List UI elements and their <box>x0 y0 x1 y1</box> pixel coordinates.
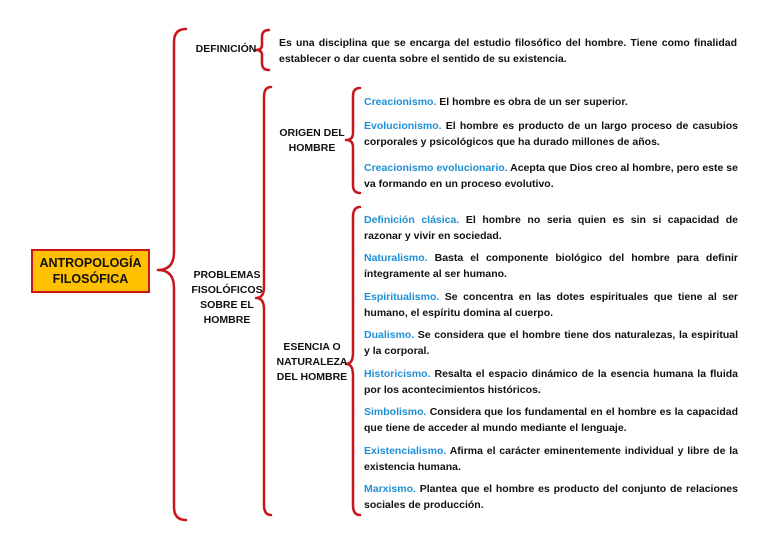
origen-item-text: El hombre es obra de un ser superior. <box>436 96 628 108</box>
origen-label <box>273 126 351 156</box>
esencia-label-line: ESENCIA O <box>283 341 341 353</box>
origen-item-evolucionismo <box>364 118 738 150</box>
esencia-item-term: Simbolismo. <box>364 406 427 418</box>
root-node <box>31 249 150 293</box>
origen-item-term: Evolucionismo. <box>364 120 442 132</box>
root-title-line-2: FILOSÓFICA <box>52 272 129 286</box>
esencia-item-text: Considera que los fundamental en el hombre es la capacidad que tiene de acceder al mundo mediante el lenguaje. <box>364 406 738 434</box>
esencia-item-term: Espiritualismo. <box>364 291 440 303</box>
main-bracket <box>158 29 186 520</box>
esencia-item-existencialismo <box>364 443 738 475</box>
problemas-label-line: HOMBRE <box>203 314 251 326</box>
origen-item-text: Acepta que Dios creo al hombre, pero este se va formando en un proceso evolutivo. <box>364 162 738 190</box>
esencia-item-text: Plantea que el hombre es producto del conjunto de relaciones sociales de producción. <box>364 483 738 511</box>
definicion-body: Es una disciplina que se encarga del estudio filosófico del hombre. Tiene como finalidad establecer o dar cuenta sobre el sentido de su existencia. <box>279 37 737 65</box>
definicion-label-text: DEFINICIÓN <box>195 43 257 55</box>
problemas-label-line: PROBLEMAS <box>193 269 261 281</box>
esencia-item-espiritualismo <box>364 289 738 321</box>
esencia-item-text: Resalta el espacio dinámico de la esencia humana la fluida por los acontecimientos históricos. <box>364 368 738 396</box>
esencia-label <box>271 340 353 385</box>
esencia-item-naturalismo <box>364 250 738 282</box>
problemas-label <box>186 268 268 328</box>
esencia-item-text: Basta el componente biológico del hombre para definir íntegramente al ser humano. <box>364 252 738 280</box>
origen-item-term: Creacionismo evolucionario. <box>364 162 508 174</box>
origen-item-creacionismo <box>364 94 738 110</box>
esencia-item-text: Afirma el carácter eminentemente individual y libre de la existencia humana. <box>364 445 738 473</box>
esencia-label-line: DEL HOMBRE <box>276 371 348 383</box>
problemas-label-line: SOBRE EL <box>200 299 254 311</box>
esencia-item-term: Definición clásica. <box>364 214 460 226</box>
esencia-item-term: Existencialismo. <box>364 445 447 457</box>
esencia-item-dualismo <box>364 327 738 359</box>
origen-label-line: HOMBRE <box>288 142 336 154</box>
root-title-line-1: ANTROPOLOGÍA <box>39 256 142 270</box>
origen-item-creacionismo-evolucionario <box>364 160 738 192</box>
esencia-item-text: El hombre no seria quien es sin si capacidad de razonar y vivir en sociedad. <box>364 214 738 242</box>
definicion-text <box>279 35 737 67</box>
esencia-item-term: Marxismo. <box>364 483 416 495</box>
origen-item-text: El hombre es producto de un largo proceso de casubios corporales y psicológicos que ha durado millones de años. <box>364 120 738 148</box>
esencia-label-line: NATURALEZA <box>276 356 348 368</box>
definicion-label <box>193 42 259 57</box>
esencia-item-text: Se considera que el hombre tiene dos naturalezas, la espiritual y la corporal. <box>364 329 738 357</box>
esencia-item-historicismo <box>364 366 738 398</box>
esencia-item-term: Historicismo. <box>364 368 431 380</box>
esencia-item-term: Naturalismo. <box>364 252 428 264</box>
esencia-item-marxismo <box>364 481 738 513</box>
problemas-label-line: FISOLÓFICOS <box>191 284 263 296</box>
origen-label-line: ORIGEN DEL <box>279 127 345 139</box>
esencia-item-text: Se concentra en las dotes espirituales que tiene al ser humano, el espíritu domina al cuerpo. <box>364 291 738 319</box>
origen-item-term: Creacionismo. <box>364 96 437 108</box>
esencia-item-definicion-clasica <box>364 212 738 244</box>
esencia-item-term: Dualismo. <box>364 329 415 341</box>
esencia-item-simbolismo <box>364 404 738 436</box>
